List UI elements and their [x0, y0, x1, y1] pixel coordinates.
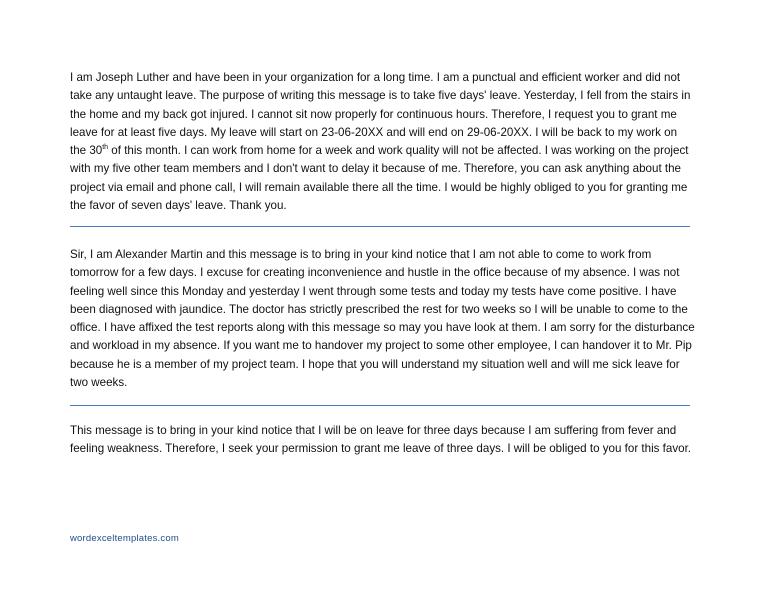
section-divider-2 — [70, 405, 690, 406]
section-divider-1 — [70, 226, 690, 227]
leave-message-paragraph-2: Sir, I am Alexander Martin and this message is to bring in your kind notice that I am not able to come to work from tomorrow for a few days. I excuse for creating inconvenience and hustle in the office because of my absence. I was not feeling well since this Monday and yesterday I went through some tests and today my tests have come positive. I have been diagnosed with jaundice. The doctor has strictly prescribed the rest for two weeks so I will be unable to come to the office. I have affixed the test reports along with this message so may you have look at them. I am sorry for the disturbance and workload in my absence. If you want me to handover my project to some other employee, I can handover it to Mr. Pip because he is a member of my project team. I hope that you will understand my situation well and will me sick leave for two weeks. — [70, 248, 695, 390]
ordinal-superscript: th — [102, 144, 109, 152]
paragraph-1-text-end: of this month. I can work from home for a week and work quality will not be affected. I was working on the project with my five other team members and I don't want to delay it because of me. Therefore, you can ask anything about the project via email and phone call, I will remain available there all the time. I would be highly obliged to you for granting me the favor of seven days' leave. Thank you. — [70, 144, 689, 213]
paragraph-1-text-start: I am Joseph Luther and have been in your organization for a long time. I am a punctual and efficient worker and did not take any untaught leave. The purpose of writing this message is to take five days' leave. Yesterday, I fell from the stairs in the home and my back got injured. I cannot sit now properly for continuous hours. Therefore, I request you to grant me leave for at least five days. My leave will start on 23-06-20XX and will end on 29-06-20XX. I will be back to my work on the 30 — [70, 71, 691, 158]
footer-website-link[interactable]: wordexceltemplates.com — [70, 533, 179, 544]
leave-message-paragraph-1 — [70, 69, 696, 215]
leave-message-paragraph-3: This message is to bring in your kind notice that I will be on leave for three days because I am suffering from fever and feeling weakness. Therefore, I seek your permission to grant me leave of three days. I will be obliged to you for this favor. — [70, 424, 692, 456]
